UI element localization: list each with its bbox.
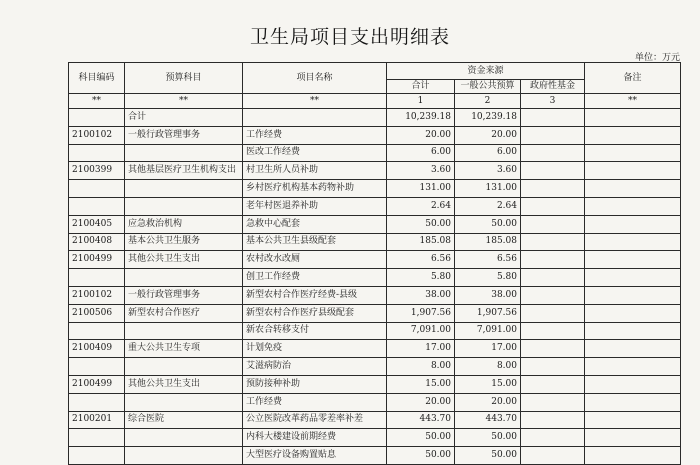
subject-code-cell bbox=[69, 322, 125, 340]
index-cell: 2 bbox=[455, 94, 521, 109]
header-general-budget: 一般公共预算 bbox=[455, 80, 521, 94]
total-cell: 17.00 bbox=[387, 340, 455, 358]
remark-cell bbox=[585, 144, 681, 162]
general-budget-cell: 6.56 bbox=[455, 251, 521, 269]
subject-code-cell: 2100506 bbox=[69, 304, 125, 322]
index-cell: 1 bbox=[387, 94, 455, 109]
gov-fund-cell bbox=[521, 269, 585, 287]
budget-subject-cell: 综合医院 bbox=[125, 411, 243, 429]
general-budget-cell: 8.00 bbox=[455, 358, 521, 376]
project-name-cell: 基本公共卫生县级配套 bbox=[243, 233, 387, 251]
project-name-cell: 急救中心配套 bbox=[243, 215, 387, 233]
project-name-cell: 新型农村合作医疗县级配套 bbox=[243, 304, 387, 322]
budget-subject-cell bbox=[125, 393, 243, 411]
budget-subject-cell bbox=[125, 180, 243, 198]
budget-subject-cell bbox=[125, 144, 243, 162]
total-cell: 6.56 bbox=[387, 251, 455, 269]
remark-cell bbox=[585, 322, 681, 340]
total-cell: 50.00 bbox=[387, 215, 455, 233]
total-cell: 50.00 bbox=[387, 429, 455, 447]
general-budget-cell: 6.00 bbox=[455, 144, 521, 162]
header-subject-code: 科目编码 bbox=[69, 63, 125, 94]
remark-cell bbox=[585, 197, 681, 215]
subject-code-cell bbox=[69, 144, 125, 162]
total-cell: 3.60 bbox=[387, 162, 455, 180]
project-name-cell: 老年村医退养补助 bbox=[243, 197, 387, 215]
project-name-cell: 村卫生所人员补助 bbox=[243, 162, 387, 180]
gov-fund-cell bbox=[521, 162, 585, 180]
total-cell: 443.70 bbox=[387, 411, 455, 429]
subject-code-cell: 2100102 bbox=[69, 286, 125, 304]
table-row bbox=[69, 162, 681, 180]
gov-fund-cell bbox=[521, 144, 585, 162]
budget-subject-cell: 一般行政管理事务 bbox=[125, 126, 243, 144]
table-row bbox=[69, 358, 681, 376]
budget-subject-cell: 其他基层医疗卫生机构支出 bbox=[125, 162, 243, 180]
total-cell: 15.00 bbox=[387, 375, 455, 393]
general-budget-cell: 131.00 bbox=[455, 180, 521, 198]
table-row bbox=[69, 126, 681, 144]
subject-code-cell bbox=[69, 358, 125, 376]
remark-cell bbox=[585, 109, 681, 127]
total-cell: 131.00 bbox=[387, 180, 455, 198]
gov-fund-cell bbox=[521, 393, 585, 411]
budget-subject-cell: 一般行政管理事务 bbox=[125, 286, 243, 304]
subject-code-cell: 2100499 bbox=[69, 375, 125, 393]
index-cell: ** bbox=[585, 94, 681, 109]
table-row bbox=[69, 322, 681, 340]
expenditure-table bbox=[68, 62, 681, 465]
general-budget-cell: 1,907.56 bbox=[455, 304, 521, 322]
table-body bbox=[69, 109, 681, 465]
remark-cell bbox=[585, 126, 681, 144]
general-budget-cell: 50.00 bbox=[455, 447, 521, 465]
table-row bbox=[69, 286, 681, 304]
gov-fund-cell bbox=[521, 375, 585, 393]
gov-fund-cell bbox=[521, 109, 585, 127]
general-budget-cell: 38.00 bbox=[455, 286, 521, 304]
page-title: 卫生局项目支出明细表 bbox=[249, 26, 450, 48]
budget-subject-cell: 应急救治机构 bbox=[125, 215, 243, 233]
budget-subject-cell: 合计 bbox=[125, 109, 243, 127]
header-budget-subject: 预算科目 bbox=[125, 63, 243, 94]
project-name-cell: 工作经费 bbox=[243, 393, 387, 411]
gov-fund-cell bbox=[521, 358, 585, 376]
remark-cell bbox=[585, 393, 681, 411]
table-row bbox=[69, 304, 681, 322]
unit-label: 单位：万元 bbox=[634, 53, 680, 63]
total-cell: 1,907.56 bbox=[387, 304, 455, 322]
table-row bbox=[69, 429, 681, 447]
budget-subject-cell bbox=[125, 322, 243, 340]
total-cell: 185.08 bbox=[387, 233, 455, 251]
subject-code-cell: 2100408 bbox=[69, 233, 125, 251]
header-gov-fund: 政府性基金 bbox=[521, 80, 585, 94]
general-budget-cell: 15.00 bbox=[455, 375, 521, 393]
header-total: 合计 bbox=[387, 80, 455, 94]
remark-cell bbox=[585, 304, 681, 322]
gov-fund-cell bbox=[521, 197, 585, 215]
subject-code-cell bbox=[69, 197, 125, 215]
remark-cell bbox=[585, 286, 681, 304]
budget-subject-cell: 其他公共卫生支出 bbox=[125, 375, 243, 393]
remark-cell bbox=[585, 429, 681, 447]
table-row bbox=[69, 233, 681, 251]
budget-subject-cell: 新型农村合作医疗 bbox=[125, 304, 243, 322]
budget-subject-cell bbox=[125, 358, 243, 376]
table-row bbox=[69, 411, 681, 429]
subject-code-cell: 2100399 bbox=[69, 162, 125, 180]
general-budget-cell: 443.70 bbox=[455, 411, 521, 429]
general-budget-cell: 10,239.18 bbox=[455, 109, 521, 127]
table-row bbox=[69, 215, 681, 233]
remark-cell bbox=[585, 375, 681, 393]
total-row bbox=[69, 109, 681, 127]
table-row bbox=[69, 197, 681, 215]
gov-fund-cell bbox=[521, 322, 585, 340]
general-budget-cell: 2.64 bbox=[455, 197, 521, 215]
subject-code-cell: 2100405 bbox=[69, 215, 125, 233]
project-name-cell: 医改工作经费 bbox=[243, 144, 387, 162]
remark-cell bbox=[585, 233, 681, 251]
gov-fund-cell bbox=[521, 411, 585, 429]
table-row bbox=[69, 340, 681, 358]
remark-cell bbox=[585, 251, 681, 269]
table-row bbox=[69, 269, 681, 287]
project-name-cell: 农村改水改厕 bbox=[243, 251, 387, 269]
general-budget-cell: 3.60 bbox=[455, 162, 521, 180]
remark-cell bbox=[585, 180, 681, 198]
budget-subject-cell bbox=[125, 429, 243, 447]
table-row bbox=[69, 144, 681, 162]
remark-cell bbox=[585, 447, 681, 465]
total-cell: 7,091.00 bbox=[387, 322, 455, 340]
total-cell: 5.80 bbox=[387, 269, 455, 287]
project-name-cell: 计划免疫 bbox=[243, 340, 387, 358]
gov-fund-cell bbox=[521, 215, 585, 233]
project-name-cell: 大型医疗设备购置贴息 bbox=[243, 447, 387, 465]
project-name-cell: 预防接种补助 bbox=[243, 375, 387, 393]
remark-cell bbox=[585, 162, 681, 180]
subject-code-cell: 2100201 bbox=[69, 411, 125, 429]
subject-code-cell bbox=[69, 180, 125, 198]
general-budget-cell: 5.80 bbox=[455, 269, 521, 287]
total-cell: 38.00 bbox=[387, 286, 455, 304]
total-cell: 50.00 bbox=[387, 447, 455, 465]
budget-subject-cell: 重大公共卫生专项 bbox=[125, 340, 243, 358]
total-cell: 20.00 bbox=[387, 393, 455, 411]
header-fund-source: 资金来源 bbox=[387, 63, 585, 80]
remark-cell bbox=[585, 215, 681, 233]
subject-code-cell: 2100409 bbox=[69, 340, 125, 358]
gov-fund-cell bbox=[521, 304, 585, 322]
total-cell: 6.00 bbox=[387, 144, 455, 162]
budget-subject-cell: 基本公共卫生服务 bbox=[125, 233, 243, 251]
gov-fund-cell bbox=[521, 251, 585, 269]
index-cell: ** bbox=[125, 94, 243, 109]
budget-subject-cell: 其他公共卫生支出 bbox=[125, 251, 243, 269]
total-cell: 2.64 bbox=[387, 197, 455, 215]
project-name-cell: 工作经费 bbox=[243, 126, 387, 144]
general-budget-cell: 50.00 bbox=[455, 215, 521, 233]
total-cell: 10,239.18 bbox=[387, 109, 455, 127]
subject-code-cell: 2100102 bbox=[69, 126, 125, 144]
gov-fund-cell bbox=[521, 429, 585, 447]
project-name-cell bbox=[243, 109, 387, 127]
header-remarks: 备注 bbox=[585, 63, 681, 94]
project-name-cell: 新农合转移支付 bbox=[243, 322, 387, 340]
general-budget-cell: 20.00 bbox=[455, 126, 521, 144]
table-row bbox=[69, 375, 681, 393]
project-name-cell: 艾滋病防治 bbox=[243, 358, 387, 376]
gov-fund-cell bbox=[521, 447, 585, 465]
gov-fund-cell bbox=[521, 233, 585, 251]
index-row bbox=[69, 94, 681, 109]
budget-subject-cell bbox=[125, 447, 243, 465]
index-cell: ** bbox=[243, 94, 387, 109]
remark-cell bbox=[585, 411, 681, 429]
project-name-cell: 内科大楼建设前期经费 bbox=[243, 429, 387, 447]
subject-code-cell bbox=[69, 429, 125, 447]
table-row bbox=[69, 180, 681, 198]
remark-cell bbox=[585, 358, 681, 376]
table-row bbox=[69, 393, 681, 411]
table-row bbox=[69, 447, 681, 465]
total-cell: 20.00 bbox=[387, 126, 455, 144]
gov-fund-cell bbox=[521, 126, 585, 144]
header-project-name: 项目名称 bbox=[243, 63, 387, 94]
total-cell: 8.00 bbox=[387, 358, 455, 376]
index-cell: ** bbox=[69, 94, 125, 109]
budget-subject-cell bbox=[125, 197, 243, 215]
project-name-cell: 公立医院改革药品零差率补差 bbox=[243, 411, 387, 429]
gov-fund-cell bbox=[521, 340, 585, 358]
table-row bbox=[69, 251, 681, 269]
gov-fund-cell bbox=[521, 180, 585, 198]
remark-cell bbox=[585, 269, 681, 287]
subject-code-cell bbox=[69, 269, 125, 287]
budget-subject-cell bbox=[125, 269, 243, 287]
remark-cell bbox=[585, 340, 681, 358]
subject-code-cell bbox=[69, 109, 125, 127]
index-cell: 3 bbox=[521, 94, 585, 109]
subject-code-cell bbox=[69, 447, 125, 465]
project-name-cell: 新型农村合作医疗经费-县级 bbox=[243, 286, 387, 304]
general-budget-cell: 7,091.00 bbox=[455, 322, 521, 340]
project-name-cell: 乡村医疗机构基本药物补助 bbox=[243, 180, 387, 198]
subject-code-cell bbox=[69, 393, 125, 411]
general-budget-cell: 20.00 bbox=[455, 393, 521, 411]
general-budget-cell: 185.08 bbox=[455, 233, 521, 251]
subject-code-cell: 2100499 bbox=[69, 251, 125, 269]
gov-fund-cell bbox=[521, 286, 585, 304]
project-name-cell: 创卫工作经费 bbox=[243, 269, 387, 287]
general-budget-cell: 17.00 bbox=[455, 340, 521, 358]
general-budget-cell: 50.00 bbox=[455, 429, 521, 447]
